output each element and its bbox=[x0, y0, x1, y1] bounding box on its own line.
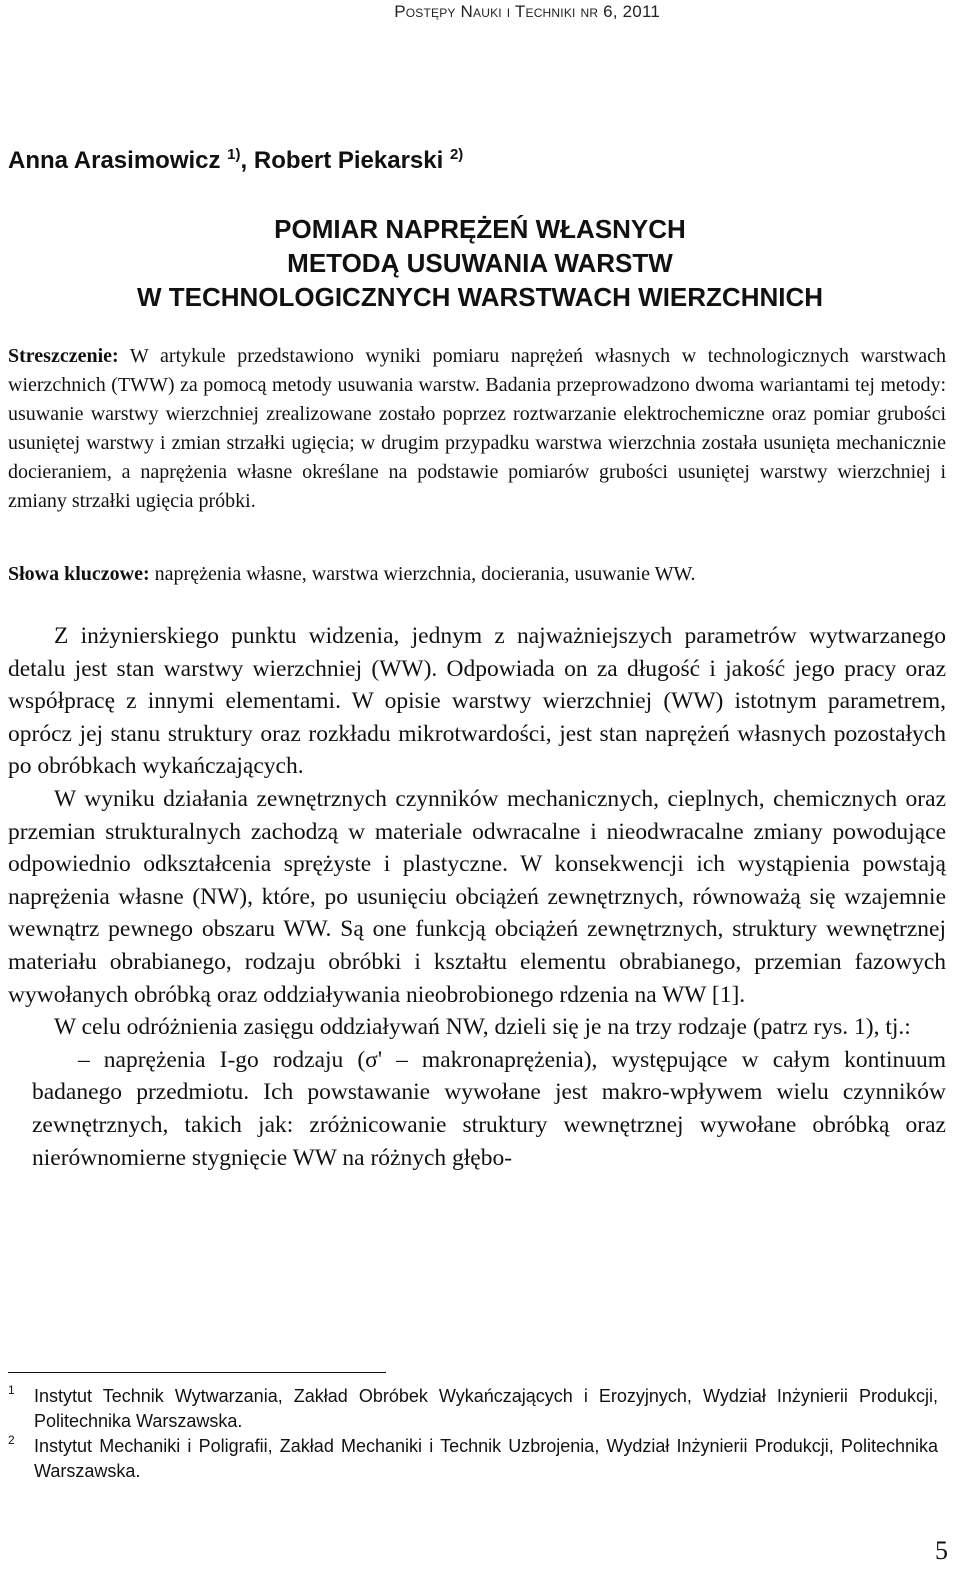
abstract-label: Streszczenie: bbox=[8, 345, 119, 367]
footnotes bbox=[8, 1384, 938, 1484]
paragraph: W celu odróżnienia zasięgu oddziaływań NW, dzieli się je na trzy rodzaje (patrz rys. 1), tj.: bbox=[54, 1014, 911, 1041]
abstract-text: W artykule przedstawiono wyniki pomiaru naprężeń własnych w technologicznych warstwach wierzchnich (TWW) za pomocą metody usuwania warstw. Badania przeprowadzono dwoma wariantami tej metody: usuwanie warstwy wierzchniej zrealizowane zostało poprzez roztwarzanie elektrochemiczne oraz pomiar grubości usuniętej warstwy i zmian strzałki ugięcia; w drugim przypadku warstwa wierzchnia została usunięta mechanicznie docieraniem, a naprężenia własne określane na podstawie pomiarów grubości usuniętej warstwy wierzchniej i zmiany strzałki ugięcia próbki. bbox=[8, 345, 946, 512]
keywords bbox=[8, 560, 946, 589]
paper-title bbox=[0, 212, 960, 314]
affiliation-mark: 2) bbox=[449, 146, 464, 163]
paragraph: Z inżynierskiego punktu widzenia, jednym z najważniejszych parametrów wytwarzanego detalu jest stan warstwy wierzchniej (WW). Odpowiada on za długość i jakość jego pracy oraz współpracę z innymi elementami. W opisie warstwy wierzchniej (WW) istotnym parametrem, oprócz jej stanu struktury oraz rozkładu mikrotwardości, jest stan naprężeń własnych pozostałych po obróbkach wykańczających. bbox=[8, 623, 946, 780]
author-name: Anna Arasimowicz bbox=[8, 147, 221, 174]
author-line bbox=[8, 146, 463, 175]
list-item: – naprężenia I-go rodzaju (σ' – makronaprężenia), występujące w całym kontinuum badanego przedmiotu. Ich powstawanie wywołane jest makro-wpływem wielu czynników zewnętrznych, takich jak: zróżnicowanie struktury wewnętrznej wywołane obróbką oraz nierównomierne stygnięcie WW na różnych głębo- bbox=[32, 1046, 946, 1171]
footnote bbox=[8, 1434, 938, 1483]
title-line: POMIAR NAPRĘŻEŃ WŁASNYCH bbox=[274, 214, 686, 244]
paragraph: W wyniku działania zewnętrznych czynników mechanicznych, cieplnych, chemicznych oraz przemian strukturalnych zachodzą w materiale odwracalne i nieodwracalne zmiany powodujące odpowiednio odkształcenia sprężyste i plastyczne. W konsekwencji ich wystąpienia powstają naprężenia własne (NW), które, po usunięciu obciążeń zewnętrznych, równoważą się wzajemnie wewnątrz pewnego obszaru WW. Są one funkcją obciążeń zewnętrznych, struktury wewnętrznej materiału obrabianego, rodzaju obróbki i kształtu elementu obrabianego, przemian fazowych wywołanych obróbką oraz oddziaływania nieobrobionego rdzenia na WW [1]. bbox=[8, 785, 946, 1008]
title-line: W TECHNOLOGICZNYCH WARSTWACH WIERZCHNICH bbox=[136, 282, 824, 312]
footnote-text: Instytut Mechaniki i Poligrafii, Zakład Mechaniki i Technik Uzbrojenia, Wydział Inżynierii Produkcji, Politechnika Warszawska. bbox=[34, 1436, 938, 1481]
keywords-text: naprężenia własne, warstwa wierzchnia, docierania, usuwanie WW. bbox=[149, 563, 696, 585]
footnote-mark: 2 bbox=[8, 1433, 15, 1447]
footnote-text: Instytut Technik Wytwarzania, Zakład Obróbek Wykańczających i Erozyjnych, Wydział Inżynierii Produkcji, Politechnika Warszawska. bbox=[34, 1386, 938, 1431]
affiliation-mark: 1) bbox=[227, 146, 241, 163]
author-separator: , bbox=[240, 147, 254, 174]
footnote-divider bbox=[8, 1372, 386, 1373]
abstract bbox=[8, 342, 946, 516]
title-line: METODĄ USUWANIA WARSTW bbox=[287, 248, 673, 278]
footnote-mark: 1 bbox=[8, 1383, 15, 1397]
body-text bbox=[8, 620, 946, 1174]
footnote bbox=[8, 1384, 938, 1433]
page-number: 5 bbox=[935, 1536, 948, 1565]
running-header: Postępy Nauki i Techniki nr 6, 2011 bbox=[394, 2, 660, 21]
author-name: Robert Piekarski bbox=[253, 147, 444, 174]
keywords-label: Słowa kluczowe: bbox=[8, 563, 150, 585]
